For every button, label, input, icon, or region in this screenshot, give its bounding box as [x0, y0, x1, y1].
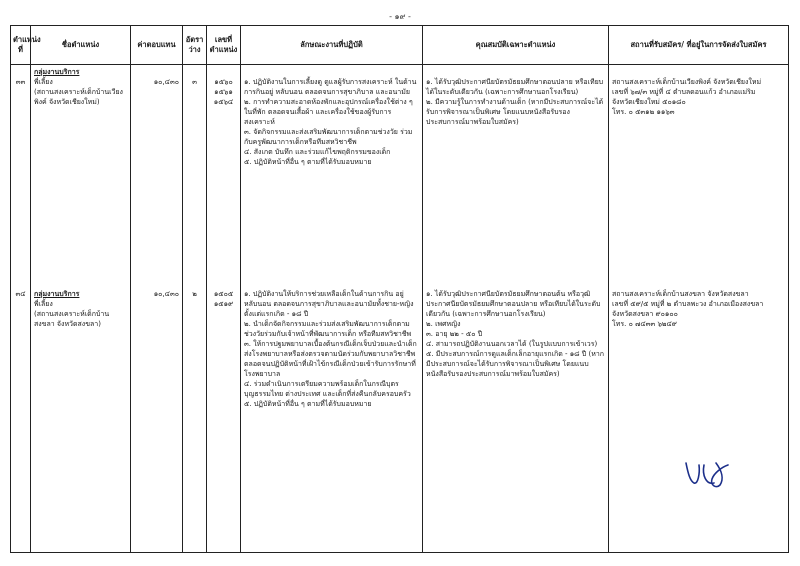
signature-mark-icon: [680, 455, 732, 491]
agency-name: (สถานสงเคราะห์เด็กบ้านสงขลา จังหวัดสงขลา): [34, 310, 110, 328]
duty-item: ๑. ปฏิบัติงานให้บริการช่วยเหลือเด็กในด้านการกิน อยู่ หลับนอน ตลอดจนการสุขาภิบาลและอนามัยทั้งชาย-หญิง ตั้งแต่แรกเกิด - ๑๘ ปี: [244, 290, 414, 318]
location-line: เลขที่ ๖๗/๓ หมู่ที่ ๔ ตำบลดอนแก้ว อำเภอแม่ริม: [612, 88, 756, 96]
agency-name: (สถานสงเคราะห์เด็กบ้านเวียงพิงค์ จังหวัดเชียงใหม่): [34, 88, 123, 106]
location-line: สถานสงเคราะห์เด็กบ้านสงขลา จังหวัดสงขลา: [612, 290, 749, 298]
recruitment-table-sheet: [10, 25, 788, 552]
qualification-item: ๑. ได้รับวุฒิประกาศนียบัตรมัธยมศึกษาตอนปลาย หรือเทียบได้ในระดับเดียวกัน (เฉพาะการศึกษานอกโรงเรียน): [426, 78, 604, 96]
location-phone: โทร. ๐ ๕๓๑๒ ๑๑๖๓: [612, 108, 675, 116]
header-position-code: เลขที่ตำแหน่ง: [207, 26, 241, 65]
location-line: เลขที่ ๕๙/๕ หมู่ที่ ๒ ตำบลพะวง อำเภอเมืองสงขลา: [612, 300, 764, 308]
qualification-item: ๒. เพศหญิง: [426, 320, 461, 328]
position-title: พี่เลี้ยง: [34, 78, 53, 86]
header-qualifications: คุณสมบัติเฉพาะตำแหน่ง: [423, 26, 609, 65]
col-position-name: [31, 65, 131, 553]
duty-item: ๑. ปฏิบัติงานในการเลี้ยงดู ดูแลผู้รับการสงเคราะห์ ในด้านการกินอยู่ หลับนอน ตลอดจนการสุขาภิบาล และอนามัย: [244, 78, 417, 96]
qualification-item: ๑. ได้รับวุฒิประกาศนียบัตรมัธยมศึกษาตอนต้น หรือวุฒิประกาศนียบัตรมัธยมศึกษาตอนปลาย หรือเทียบได้ในระดับเดียวกัน (เฉพาะการศึกษานอกโรงเรียน): [426, 290, 601, 318]
table-row: [11, 65, 789, 553]
recruitment-table: [10, 25, 789, 553]
duty-item: ๔. ร่วมดำเนินการเตรียมความพร้อมเด็กในกรณีบุตรบุญธรรมไทย ต่างประเทศ และเด็กที่ส่งคืนกลับครอบครัว: [244, 380, 411, 398]
position-code: ๑๕๖๐: [214, 78, 233, 86]
duty-item: ๔. สังเกต บันทึก และร่วมแก้ไขพฤติกรรมของเด็ก: [244, 148, 391, 156]
vacancy-count: ๓: [192, 78, 197, 86]
salary-value: ๑๐,๔๓๐: [153, 290, 179, 298]
qualification-item: ๕. มีประสบการณ์การดูแลเด็กเล็กอายุแรกเกิด - ๑๘ ปี (หากมีประสบการณ์จะได้รับการพิจารณาเป็นพิเศษ โดยแนบหนังสือรับรองประสบการณ์มาพร้อมใบสมัคร): [426, 350, 604, 378]
position-code: ๑๕๖๔: [213, 98, 234, 106]
col-salary: [131, 65, 183, 553]
header-location: สถานที่รับสมัคร/ ที่อยู่ในการจัดส่งใบสมัคร: [609, 26, 789, 65]
duty-item: ๕. ปฏิบัติหน้าที่อื่น ๆ ตามที่ได้รับมอบหมาย: [244, 400, 372, 408]
col-position-code: [207, 65, 241, 553]
header-position-no: ตำแหน่งที่: [11, 26, 31, 65]
location-line: สถานสงเคราะห์เด็กบ้านเวียงพิงค์ จังหวัดเชียงใหม่: [612, 78, 762, 86]
duty-item: ๕. ปฏิบัติหน้าที่อื่น ๆ ตามที่ได้รับมอบหมาย: [244, 158, 372, 166]
duty-item: ๓. จัดกิจกรรมและส่งเสริมพัฒนาการเด็กตามช่วงวัย ร่วมกับครูพัฒนาการเด็กหรือทีมสหวิชาชีพ: [244, 128, 413, 146]
header-vacancies: อัตราว่าง: [183, 26, 207, 65]
position-code: ๑๕๖๑: [214, 88, 233, 96]
qualification-item: ๒. มีความรู้ในการทำงานด้านเด็ก (หากมีประสบการณ์จะได้รับการพิจารณาเป็นพิเศษ โดยแนบหนังสือรับรองประสบการณ์มาพร้อมใบสมัคร): [426, 98, 604, 126]
position-no: ๓๔: [15, 290, 26, 298]
header-row: [11, 26, 789, 65]
location-phone: โทร. ๐ ๗๔๓๓ ๖๒๔๙: [612, 320, 677, 328]
header-duties: ลักษณะงานที่ปฏิบัติ: [241, 26, 423, 65]
duty-item: ๒. นำเด็กจัดกิจกรรมและร่วมส่งเสริมพัฒนาการเด็กตามช่วงวัยร่วมกับเจ้าหน้าที่พัฒนาการเด็ก หรือทีมสหวิชาชีพ: [244, 320, 412, 338]
vacancy-count: ๒: [192, 290, 197, 298]
location-line: จังหวัดสงขลา ๙๐๑๐๐: [612, 310, 678, 318]
qualification-item: ๓. อายุ ๒๒ - ๕๐ ปี: [426, 330, 483, 338]
position-code: ๑๕๐๕: [213, 290, 234, 298]
col-position-no: [11, 65, 31, 553]
salary-value: ๑๐,๔๓๐: [153, 78, 179, 86]
col-qualifications: [423, 65, 609, 553]
header-salary: ค่าตอบแทน: [131, 26, 183, 65]
col-duties: [241, 65, 423, 553]
group-label: กลุ่มงานบริการ: [34, 68, 80, 76]
group-label: กลุ่มงานบริการ: [34, 290, 80, 298]
duty-item: ๓. ให้การปฐมพยาบาลเบื้องต้นกรณีเด็กเจ็บป่วยและนำเด็กส่งโรงพยาบาลหรือส่งตรวจตามนัดร่วมกับพยาบาลวิชาชีพตลอดจนปฏิบัติหน้าที่เฝ้าไข้กรณีเด็กป่วยเข้ารับการรักษาที่โรงพยาบาล: [244, 340, 417, 378]
position-no: ๓๓: [15, 78, 26, 86]
duty-item: ๒. การทำความสะอาดห้องพักและอุปกรณ์เครื่องใช้ต่าง ๆ ในที่พัก ตลอดจนเสื้อผ้า และเครื่องใช้ของผู้รับการสงเคราะห์: [244, 98, 413, 126]
location-line: จังหวัดเชียงใหม่ ๕๐๑๘๐: [612, 98, 686, 106]
page-number: - ๑๙ -: [389, 12, 411, 21]
header-position-name: ชื่อตำแหน่ง: [31, 26, 131, 65]
qualification-item: ๔. สามารถปฏิบัติงานนอกเวลาได้ (ในรูปแบบการเข้าเวร): [426, 340, 598, 348]
col-vacancies: [183, 65, 207, 553]
position-code: ๑๕๑๙: [213, 300, 234, 308]
position-title: พี่เลี้ยง: [34, 300, 53, 308]
